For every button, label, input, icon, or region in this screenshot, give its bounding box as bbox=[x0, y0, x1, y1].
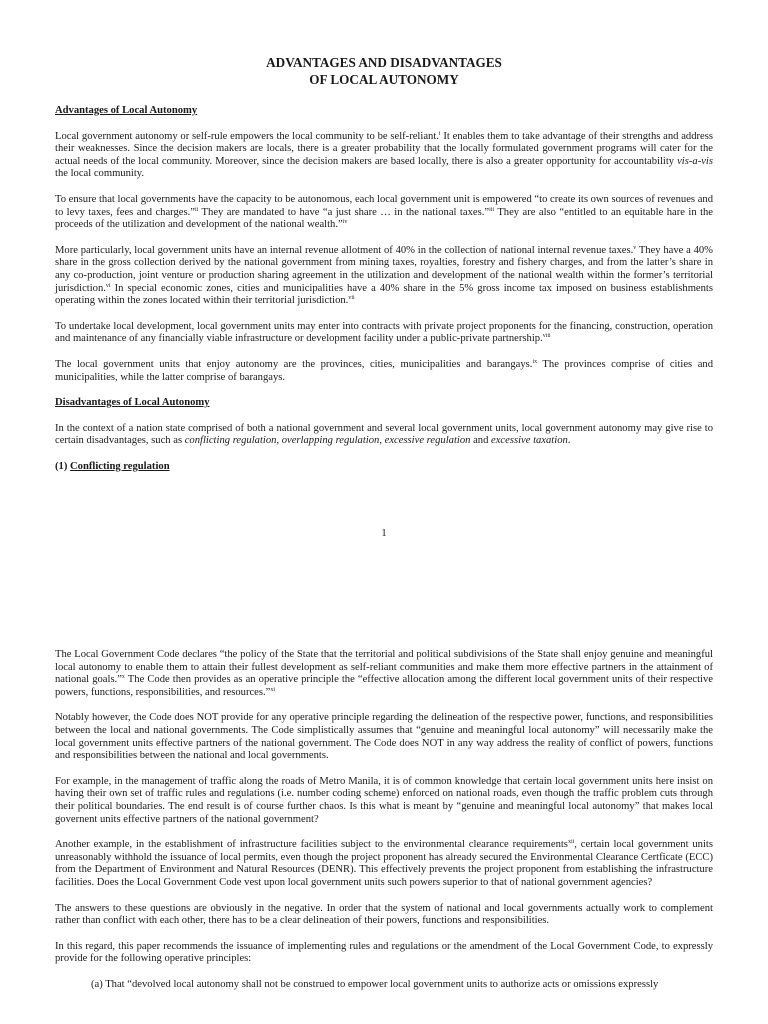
advantages-paragraph-2: To ensure that local governments have the capacity to be autonomous, each local government unit is empowered “to create its own sources of revenues and to levy taxes, fees and charges.”$^{ii}$ They are mandated to have “a just share … in the national taxes.”$^{iii}$ They are also “entitled to an equitable hare in the proceeds of the utilization and development of the national wealth.”$^{iv}$ bbox=[55, 193, 714, 231]
advantages-paragraph-1: Local government autonomy or self-rule empowers the local community to be self-reliant.$^i$ It enables them to take advantage of their strengths and address their weaknesses. Since the decision makers are locals, there is a greater probability that the locally formulated government programs will cater for the actual needs of the local community. Moreover, since the decision makers are based locally, there is also a greater opportunity for accountability vis-a-vis the local community. bbox=[55, 130, 714, 180]
page2-paragraph-2: Notably however, the Code does NOT provide for any operative principle regarding the delineation of the respective power, functions, and responsibilities between the local and national governments. The Code simplistically assumes that “genuine and meaningful local autonomy” will necessarily make the local government units effective partners of the national government. The Code does NOT in any way address the reality of conflict of powers, functions and responsibilities between the national and local governments. bbox=[55, 712, 713, 762]
advantages-paragraph-4: To undertake local development, local government units may enter into contracts with private project proponents for the financing, construction, operation and maintenance of any financially viable infrastructure or development facility under a public-private partnership.$^{viii}$ bbox=[55, 320, 713, 345]
page-number: 1 bbox=[381, 527, 387, 539]
conflicting-regulation-heading: (1) Conflicting regulation bbox=[55, 460, 170, 472]
page2-paragraph-1: The Local Government Code declares “the policy of the State that the territorial and political subdivisions of the State shall enjoy genuine and meaningful local autonomy to enable them to attain their fullest development as self-reliant communities and make them more effective partners in the attainment of national goals.”$^x$ The Code then provides as an operative principle the “effective allocation among the different local government units of their respective powers, functions, responsibilities, and resources.”$^{xi}$ bbox=[55, 649, 713, 698]
advantages-paragraph-3: More particularly, local government units have an internal revenue allotment of 40% in the collection of national internal revenue taxes.$^v$ They have a 40% share in the gross collection derived by the national government from mining taxes, royalties, forestry and fishery charges, and from the latter’s share in any co-production, joint venture or production sharing agreement in the utilization and development of the national wealth within the former’s territorial jurisdiction.$^{vi}$ In special economic zones, cities and municipalities have a 40% share in the 5% gross income tax imposed on business establishments operating within the zones located within their territorial jurisdiction.$^{vii}$ bbox=[55, 244, 713, 307]
page2-list-item-a: (a) That “devolved local autonomy shall not be construed to empower local government units to authorize acts or omissions expressly bbox=[91, 978, 659, 990]
disadvantages-paragraph-1: In the context of a nation state comprised of both a national government and several local government units, local government autonomy may give rise to certain disadvantages, such as conflicting regulation, overlapping regulation, excessive regulation and excessive taxation. bbox=[55, 422, 713, 447]
page2-paragraph-3: For example, in the management of traffic along the roads of Metro Manila, it is of common knowledge that certain local government units here insist on having their own set of traffic rules and regulations (i.e. number coding scheme) enforced on national roads, even though the traffic problem cuts through their political boundaries. The end result is of course further chaos. Is this what is meant by “genuine and meaningful local autonomy” that makes local governent units effective partners of the national government? bbox=[55, 775, 713, 825]
page-1 bbox=[55, 54, 713, 473]
page2-paragraph-5: The answers to these questions are obviously in the negative. In order that the system of national and local governments actually work to complement rather than conflict with each other, there has to be a clear delineation of their powers, functions and responsibilities. bbox=[55, 902, 713, 927]
page-2 bbox=[55, 649, 713, 991]
advantages-heading: Advantages of Local Autonomy bbox=[55, 105, 198, 116]
title-line-2: OF LOCAL AUTONOMY bbox=[309, 72, 459, 87]
document-title bbox=[55, 54, 713, 88]
advantages-paragraph-5: The local government units that enjoy autonomy are the provinces, cities, municipalities and barangays.$^{ix}$ The provinces comprise of cities and municipalities, while the latter comprise of barangays. bbox=[55, 358, 713, 383]
title-line-1: ADVANTAGES AND DISADVANTAGES bbox=[266, 55, 502, 70]
page2-paragraph-4: Another example, in the establishment of infrastructure facilities subject to the environmental clearance requirements$^{xii}$, certain local government units unreasonably withhold the issuance of local permits, even though the project proponent has already secured the Environmental Clearance Certficate (ECC) from the Department of Environment and Natural Resources (DENR). This effectively prevents the project proponent from establishing the infrastructure facilities. Does the Local Government Code vest upon local government units such powers superior to that of national government agencies? bbox=[55, 839, 713, 888]
page2-paragraph-6: In this regard, this paper recommends the issuance of implementing rules and regulations or the amendment of the Local Government Code, to expressly provide for the following operative principles: bbox=[55, 940, 713, 965]
disadvantages-heading: Disadvantages of Local Autonomy bbox=[55, 397, 210, 409]
